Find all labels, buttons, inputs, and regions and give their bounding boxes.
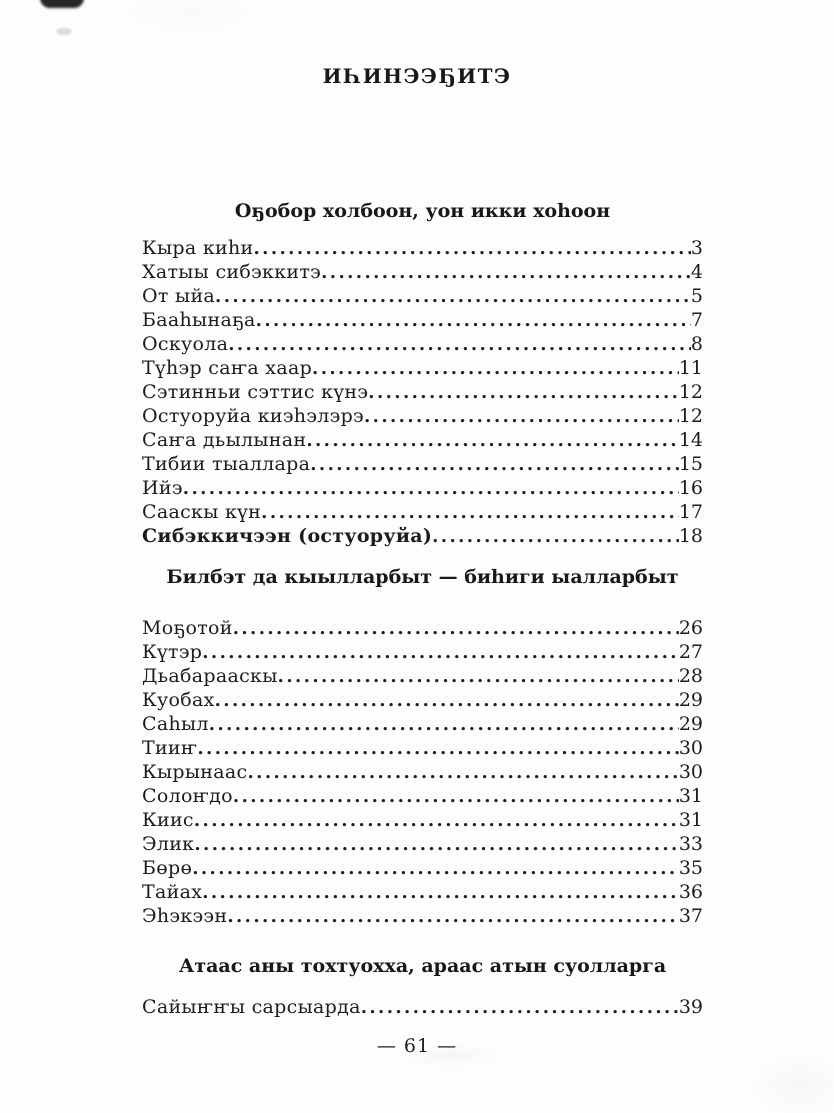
toc-entry: [142, 832, 703, 856]
entry-title: Сибэккичээн (остуоруйа): [142, 525, 433, 547]
entry-title: Оскуола: [142, 333, 229, 355]
toc-entry: [142, 688, 703, 712]
entry-page-number: 31: [678, 809, 703, 831]
dot-leader: [233, 784, 679, 809]
toc-entry: [142, 308, 703, 332]
section-heading: Билбэт да кыылларбыт — биһиги ыалларбыт: [166, 566, 679, 588]
toc-entry: [142, 476, 703, 500]
entry-title: Хатыы сибэккитэ: [142, 261, 322, 283]
toc-entry: [142, 524, 703, 548]
entry-page-number: 17: [678, 501, 703, 523]
toc-entry: [142, 356, 703, 380]
entry-title: Сааскы күн: [142, 501, 262, 523]
entry-title: Дьабарааскы: [142, 665, 278, 687]
entry-title: Сайыҥҥы сарсыарда: [142, 996, 361, 1018]
toc-entry: [142, 428, 703, 452]
entry-title: Түһэр саҥа хаар: [142, 357, 313, 379]
scan-artifact-dot: [56, 28, 72, 35]
toc-entry: [142, 332, 703, 356]
dot-leader: [361, 995, 679, 1020]
dot-leader: [310, 452, 679, 477]
dot-leader: [194, 808, 679, 833]
toc-entry-list: [142, 616, 703, 928]
entry-page-number: 14: [678, 429, 703, 451]
entry-title: Сэтинньи сэттис күнэ: [142, 381, 369, 403]
dot-leader: [247, 760, 678, 785]
entry-page-number: 16: [678, 477, 703, 499]
entry-title: Солоҥдо: [142, 785, 233, 807]
dot-leader: [202, 880, 679, 905]
dot-leader: [256, 308, 691, 333]
dot-leader: [202, 640, 679, 665]
section-heading: Оҕобор холбоон, уон икки хоһоон: [234, 200, 611, 222]
dot-leader: [233, 616, 679, 641]
dot-leader: [209, 712, 679, 737]
toc-entry: [142, 380, 703, 404]
entry-page-number: 8: [690, 333, 703, 355]
entry-title: Кырынаас: [142, 761, 248, 783]
entry-page-number: 30: [678, 737, 703, 759]
toc-section: [142, 953, 703, 1019]
entry-page-number: 18: [678, 525, 703, 547]
page-number-folio: — 61 —: [376, 1035, 458, 1057]
entry-title: Тайах: [142, 881, 203, 903]
entry-title: Бөрө: [142, 857, 193, 879]
toc-entry: [142, 856, 703, 880]
entry-title: Эһэкээн: [142, 905, 228, 927]
entry-page-number: 33: [678, 833, 703, 855]
entry-page-number: 37: [678, 905, 703, 927]
toc-entry: [142, 784, 703, 808]
entry-title: Саһыл: [142, 713, 209, 735]
toc-entry: [142, 808, 703, 832]
dot-leader: [306, 428, 678, 453]
toc-entry-list: [142, 236, 703, 548]
dot-leader: [278, 664, 679, 689]
toc-entry: [142, 260, 703, 284]
toc-entry: [142, 904, 703, 928]
toc-entry: [142, 995, 703, 1019]
entry-page-number: 4: [690, 261, 703, 283]
toc-entry-list: [142, 995, 703, 1019]
dot-leader: [312, 356, 679, 381]
entry-title: Ийэ: [142, 477, 183, 499]
scan-artifact-smudge: [40, 0, 84, 8]
section-heading: Атаас аны тохтуохха, араас атын суолларга: [178, 955, 667, 977]
entry-title: Элик: [142, 833, 195, 855]
dot-leader: [254, 236, 691, 261]
dot-leader: [321, 260, 691, 285]
entry-page-number: 28: [678, 665, 703, 687]
dot-leader: [261, 500, 679, 525]
entry-title: Бааһынаҕа: [142, 309, 256, 331]
entry-page-number: 29: [678, 689, 703, 711]
dot-leader: [194, 832, 678, 857]
entry-title: Күтэр: [142, 641, 203, 663]
toc-entry: [142, 236, 703, 260]
entry-page-number: 11: [678, 357, 703, 379]
entry-title: Тииҥ: [142, 737, 198, 759]
toc-entry: [142, 712, 703, 736]
entry-title: Саҥа дьылынан: [142, 429, 307, 451]
entry-page-number: 5: [690, 285, 703, 307]
entry-page-number: 29: [678, 713, 703, 735]
entry-title: Остуоруйа киэһэлэрэ: [142, 405, 364, 427]
entry-page-number: 12: [678, 381, 703, 403]
dot-leader: [183, 476, 679, 501]
dot-leader: [215, 284, 691, 309]
entry-page-number: 36: [678, 881, 703, 903]
toc-entry: [142, 640, 703, 664]
entry-page-number: 3: [690, 237, 703, 259]
toc-section: [142, 564, 703, 928]
entry-title: Моҕотой: [142, 617, 233, 639]
entry-title: Куобах: [142, 689, 215, 711]
entry-page-number: 12: [678, 405, 703, 427]
toc-entry: [142, 616, 703, 640]
entry-page-number: 30: [678, 761, 703, 783]
entry-page-number: 39: [678, 996, 703, 1018]
table-of-contents: [142, 198, 703, 1019]
toc-entry: [142, 500, 703, 524]
dot-leader: [192, 856, 679, 881]
dot-leader: [228, 332, 691, 357]
entry-page-number: 31: [678, 785, 703, 807]
entry-title: От ыйа: [142, 285, 216, 307]
entry-page-number: 7: [690, 309, 703, 331]
entry-page-number: 26: [678, 617, 703, 639]
toc-entry: [142, 736, 703, 760]
dot-leader: [215, 688, 679, 713]
toc-section: [142, 198, 703, 548]
entry-title: Тибии тыаллара: [142, 453, 311, 475]
entry-page-number: 15: [678, 453, 703, 475]
toc-entry: [142, 880, 703, 904]
toc-entry: [142, 404, 703, 428]
entry-title: Кыра киһи: [142, 237, 254, 259]
toc-entry: [142, 452, 703, 476]
dot-leader: [227, 904, 678, 929]
dot-leader: [197, 736, 678, 761]
dot-leader: [368, 380, 679, 405]
entry-page-number: 35: [678, 857, 703, 879]
dot-leader: [364, 404, 679, 429]
entry-page-number: 27: [678, 641, 703, 663]
toc-entry: [142, 760, 703, 784]
toc-entry: [142, 284, 703, 308]
toc-entry: [142, 664, 703, 688]
entry-title: Киис: [142, 809, 194, 831]
page-title: ИҺИНЭЭҔИТЭ: [322, 64, 512, 88]
dot-leader: [432, 524, 679, 549]
